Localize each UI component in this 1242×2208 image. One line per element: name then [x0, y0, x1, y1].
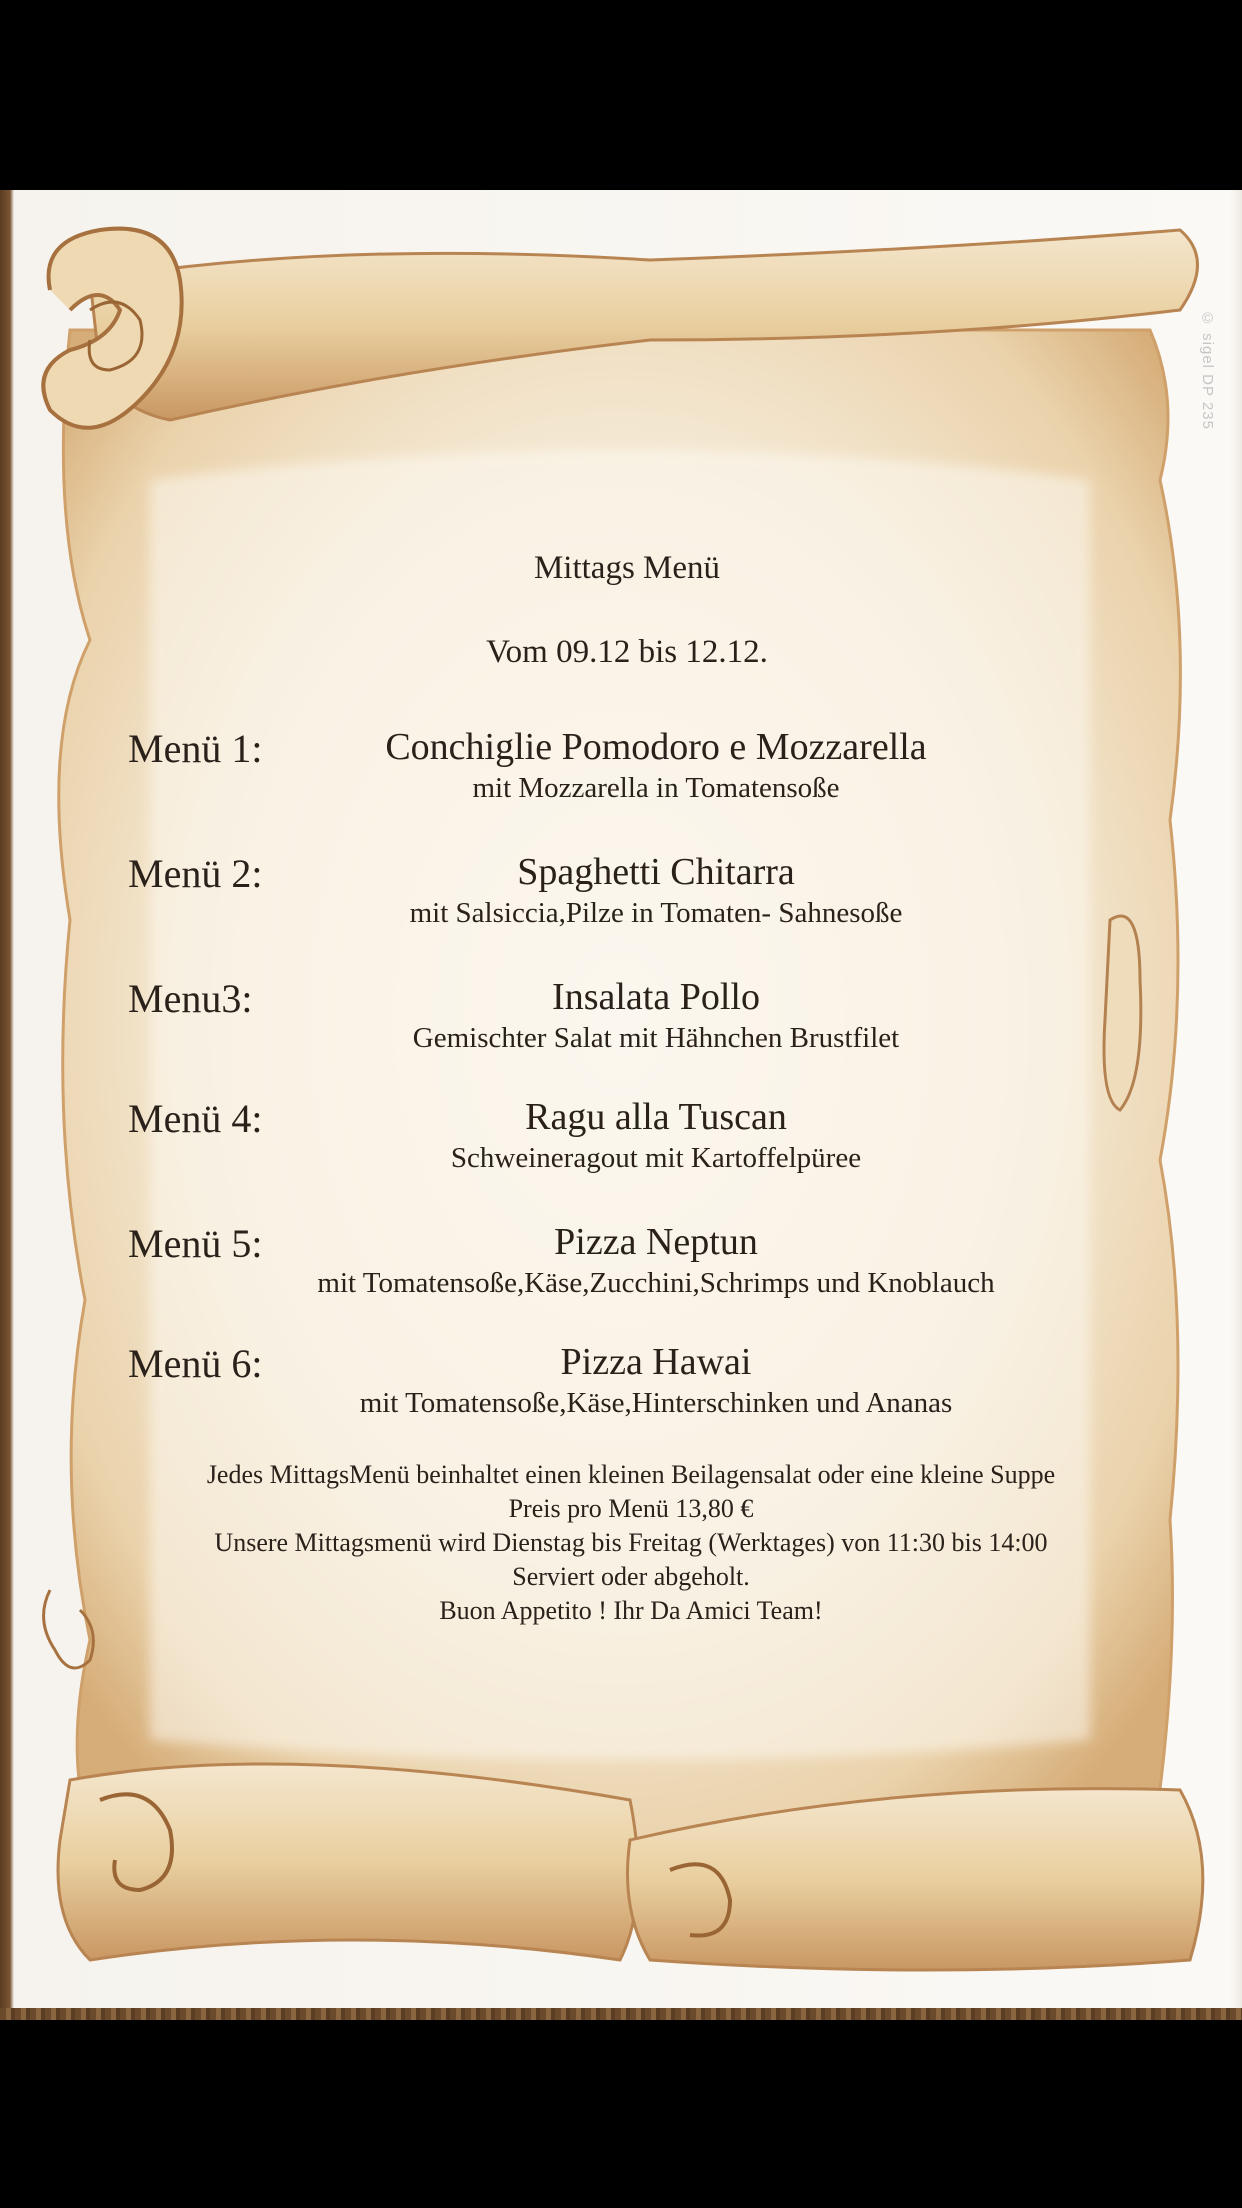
wood-table-edge — [0, 2008, 1242, 2020]
menu-text — [0, 190, 1242, 2020]
menu-3-label: Menu3: — [128, 976, 253, 1021]
menu-2-description: mit Salsiccia,Pilze in Tomaten- Sahnesoße — [409, 897, 903, 929]
menu-1-label: Menü 1: — [128, 726, 263, 771]
menu-5-label: Menü 5: — [128, 1221, 263, 1266]
menu-6-name: Pizza Hawai — [560, 1341, 752, 1383]
footer-line-4: Serviert oder abgeholt. — [512, 1562, 750, 1591]
footer-line-5: Buon Appetito ! Ihr Da Amici Team! — [439, 1596, 823, 1625]
menu-footer — [0, 1458, 1242, 1628]
menu-5-name: Pizza Neptun — [554, 1221, 758, 1263]
menu-4-description: Schweineragout mit Kartoffelpüree — [450, 1142, 862, 1174]
menu-3-description: Gemischter Salat mit Hähnchen Brustfilet — [412, 1022, 900, 1054]
footer-line-1: Jedes MittagsMenü beinhaltet einen kleinen Beilagensalat oder eine kleine Suppe — [206, 1460, 1056, 1489]
menu-photo — [0, 190, 1242, 2020]
footer-line-3: Unsere Mittagsmenü wird Dienstag bis Freitag (Werktages) von 11:30 bis 14:00 — [214, 1528, 1048, 1557]
menu-1-name: Conchiglie Pomodoro e Mozzarella — [385, 726, 927, 768]
menu-4-label: Menü 4: — [128, 1096, 263, 1141]
footer-line-2: Preis pro Menü 13,80 € — [508, 1494, 754, 1523]
menu-dates: Vom 09.12 bis 12.12. — [486, 634, 768, 670]
menu-1-description: mit Mozzarella in Tomatensoße — [472, 772, 840, 804]
menu-title: Mittags Menü — [533, 550, 721, 586]
menu-2-name: Spaghetti Chitarra — [517, 851, 795, 893]
menu-2-label: Menü 2: — [128, 851, 263, 896]
menu-5-description: mit Tomatensoße,Käse,Zucchini,Schrimps und Knoblauch — [317, 1267, 995, 1299]
sigel-watermark: © sigel DP 235 — [1199, 310, 1216, 430]
menu-3-name: Insalata Pollo — [552, 976, 760, 1018]
menu-4-name: Ragu alla Tuscan — [525, 1096, 787, 1138]
menu-6-label: Menü 6: — [128, 1341, 263, 1386]
menu-6-description: mit Tomatensoße,Käse,Hinterschinken und Ananas — [359, 1387, 953, 1419]
